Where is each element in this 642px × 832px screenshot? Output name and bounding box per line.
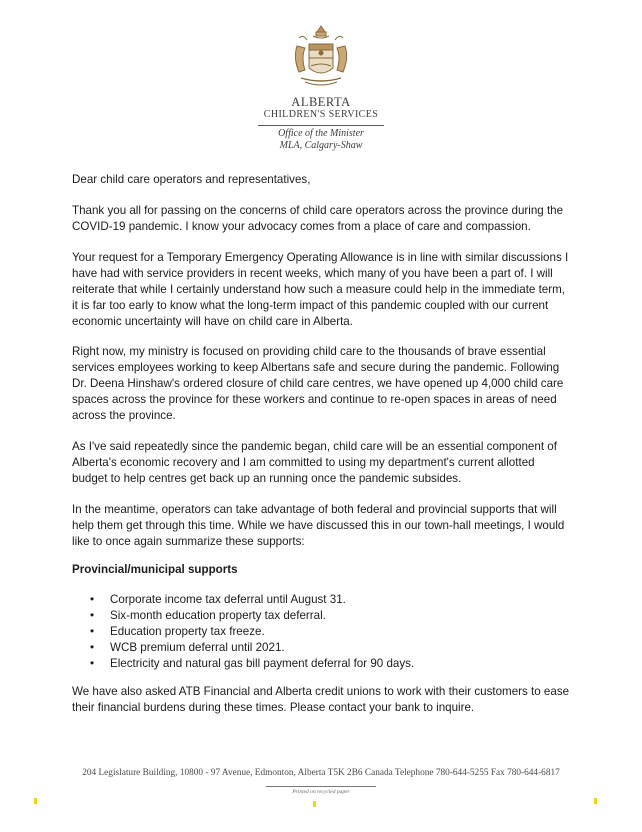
letterhead [0, 22, 642, 152]
paragraph-2: Your request for a Temporary Emergency Operating Allowance is in line with similar discussions I have had with service providers in recent weeks, which many of you have been a part of. I will reiterate that while I certainly understand how such a measure could help in the immediate term, it is far too early to know what the long-term impact of this pandemic coupled with our current economic uncertainty will have on child care in Alberta. [72, 251, 569, 328]
highlight-mark [313, 801, 316, 807]
list-item: • Six-month education property tax deferral. [72, 608, 572, 624]
highlight-mark [34, 798, 37, 804]
coat-of-arms-icon [289, 22, 353, 92]
recycled-paper-note: Printed on recycled paper [292, 789, 350, 795]
paragraph-1: Thank you all for passing on the concerns of child care operators across the province during the COVID-19 pandemic. I know your advocacy comes from a place of care and compassion. [72, 204, 564, 233]
list-item: • Education property tax freeze. [72, 624, 572, 640]
organization-name: ALBERTA [291, 95, 351, 109]
paragraph-5: In the meantime, operators can take advantage of both federal and provincial supports that will help them get through this time. While we have discussed this in our town-hall meetings, I would like to once again summarize these supports: [72, 503, 565, 548]
highlight-mark [594, 798, 597, 804]
department-name: CHILDREN'S SERVICES [263, 109, 379, 120]
list-item: • Corporate income tax deferral until August 31. [72, 592, 572, 608]
salutation: Dear child care operators and representatives, [72, 173, 311, 186]
office-title: Office of the Minister [278, 128, 364, 139]
footer [0, 768, 642, 795]
supports-list [72, 592, 572, 672]
footer-address: 204 Legislature Building, 10800 - 97 Avenue, Edmonton, Alberta T5K 2B6 Canada Telephone 780-644-5255 Fax 780-644-6817 [82, 768, 560, 778]
supports-heading: Provincial/municipal supports [72, 563, 238, 576]
letterhead-divider [258, 125, 384, 126]
constituency: MLA, Calgary-Shaw [279, 140, 363, 151]
paragraph-4: As I've said repeatedly since the pandemic began, child care will be an essential component of Alberta's economic recovery and I am committed to using my department's current allotted budget to help centres get back up an running once the pandemic subsides. [72, 440, 557, 485]
list-item: • Electricity and natural gas bill payment deferral for 90 days. [72, 656, 572, 672]
footer-divider [266, 786, 376, 787]
list-item: • WCB premium deferral until 2021. [72, 640, 572, 656]
closing-paragraph: We have also asked ATB Financial and Alberta credit unions to work with their customers to ease their financial burdens during these times. Please contact your bank to inquire. [72, 685, 570, 714]
supports-list-wrapper [72, 592, 572, 672]
paragraph-3: Right now, my ministry is focused on providing child care to the thousands of brave essential services employees working to keep Albertans safe and secure during the pandemic. Following Dr. Deena Hinshaw's ordered closure of child care centres, we have opened up 4,000 child care spaces across the province for these workers and continue to re-open spaces in areas of need across the province. [72, 345, 564, 422]
